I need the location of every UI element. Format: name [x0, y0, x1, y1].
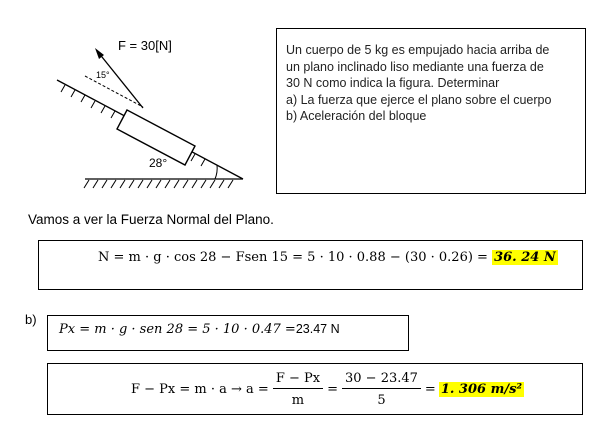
incline-angle-arc: [215, 165, 217, 179]
fraction-symbolic: [273, 371, 323, 408]
force-angle-label: 15°: [96, 70, 110, 80]
fraction-symbolic-denominator: m: [291, 393, 305, 408]
equals-sign: =: [424, 382, 436, 397]
floor-hatching: [84, 180, 233, 188]
problem-line: Un cuerpo de 5 kg es empujado hacia arriba de: [286, 43, 550, 57]
px-equation: [59, 322, 340, 337]
normal-force-result: 36. 24 N: [494, 250, 556, 265]
force-arrow: [98, 52, 143, 108]
problem-line: 30 N como indica la figura. Determinar: [286, 76, 500, 90]
normal-force-box: [38, 240, 583, 290]
normal-force-equation: [98, 250, 558, 265]
acceleration-result: 1. 306 m/s²: [440, 382, 523, 397]
problem-line: un plano inclinado liso mediante una fuerza de: [286, 59, 544, 74]
px-expression: Px = m · g · sen 28 = 5 · 10 · 0.47 =: [59, 322, 296, 337]
acceleration-lhs: F − Px = m · a → a =: [131, 382, 269, 397]
acceleration-equation: [131, 367, 524, 412]
equals-sign: =: [327, 382, 338, 397]
problem-line: b) Aceleración del bloque: [286, 109, 427, 123]
px-result: 23.47 N: [295, 322, 340, 336]
fraction-numeric-denominator: 5: [377, 393, 386, 408]
fraction-numeric-numerator: 30 − 23.47: [342, 371, 421, 389]
fraction-symbolic-numerator: F − Px: [273, 371, 323, 389]
fraction-numeric: [342, 371, 421, 408]
part-b-label: b): [25, 312, 37, 327]
normal-force-expression: N = m · g · cos 28 − Fsen 15 = 5 · 10 · 0.88 − (30 · 0.26) =: [98, 250, 488, 265]
problem-line: a) La fuerza que ejerce el plano sobre el cuerpo: [286, 92, 552, 107]
normal-force-intro: Vamos a ver la Fuerza Normal del Plano.: [28, 212, 274, 227]
incline-figure: [25, 28, 268, 196]
problem-statement-box: [276, 28, 586, 194]
force-label: F = 30[N]: [118, 38, 172, 53]
incline-angle-label: 28°: [149, 156, 168, 170]
